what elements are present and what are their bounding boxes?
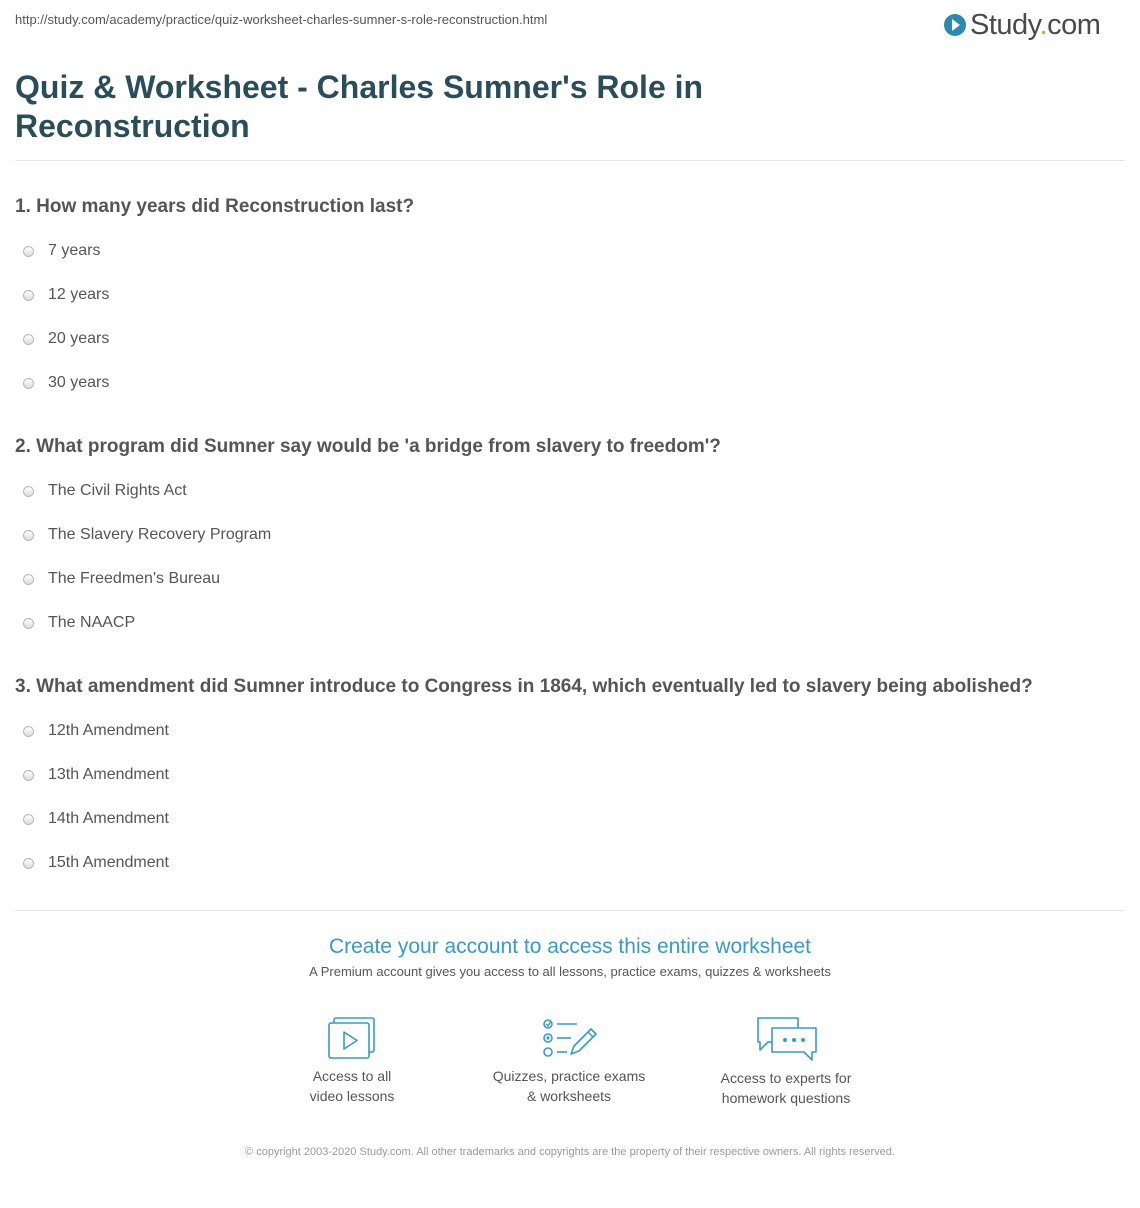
question-3 <box>15 675 1135 885</box>
answer-option[interactable] <box>15 513 1135 557</box>
feature-line: video lessons <box>309 1088 395 1104</box>
question-1 <box>15 195 1135 405</box>
answer-options <box>15 469 1135 645</box>
logo-tld: com <box>1047 8 1101 41</box>
option-label: 14th Amendment <box>48 810 169 827</box>
option-label: The Slavery Recovery Program <box>48 526 272 543</box>
feature-line: homework questions <box>721 1090 851 1106</box>
answer-options <box>15 229 1135 405</box>
copyright: © copyright 2003-2020 Study.com. All other trademarks and copyrights are the property of their respective owners. All rights reserved. <box>245 1146 895 1158</box>
page-url: http://study.com/academy/practice/quiz-worksheet-charles-sumner-s-role-reconstruction.html <box>15 12 548 27</box>
answer-option[interactable] <box>15 841 1135 885</box>
question-text: 2. What program did Sumner say would be 'a bridge from slavery to freedom'? <box>15 436 721 457</box>
play-circle-icon <box>944 14 966 36</box>
radio-button[interactable] <box>23 290 34 301</box>
answer-option[interactable] <box>15 709 1135 753</box>
option-label: 7 years <box>48 242 101 259</box>
option-label: 30 years <box>48 374 110 391</box>
radio-button[interactable] <box>23 770 34 781</box>
answer-option[interactable] <box>15 797 1135 841</box>
feature-line: Quizzes, practice exams <box>492 1068 646 1084</box>
feature-line: Access to experts for <box>720 1070 852 1086</box>
logo-name: Study <box>970 8 1040 41</box>
quiz-checklist-icon <box>541 1016 597 1060</box>
radio-button[interactable] <box>23 530 34 541</box>
questions-divider <box>15 910 1125 911</box>
radio-button[interactable] <box>23 814 34 825</box>
question-text: 3. What amendment did Sumner introduce to Congress in 1864, which eventually led to slavery being abolished? <box>15 676 1033 697</box>
radio-button[interactable] <box>23 574 34 585</box>
cta-link[interactable]: Create your account to access this entire worksheet <box>328 935 812 958</box>
logo-dot: . <box>1039 8 1048 41</box>
answer-option[interactable] <box>15 601 1135 645</box>
feature-line: Access to all <box>312 1068 392 1084</box>
study-logo[interactable] <box>944 8 1100 42</box>
question-2 <box>15 435 1135 645</box>
signup-cta <box>0 934 1140 979</box>
cta-subtitle: A Premium account gives you access to all lessons, practice exams, quizzes & worksheets <box>309 964 831 979</box>
question-text: 1. How many years did Reconstruction last? <box>15 196 415 217</box>
feature-quizzes <box>469 1016 669 1106</box>
answer-option[interactable] <box>15 317 1135 361</box>
radio-button[interactable] <box>23 858 34 869</box>
option-label: 13th Amendment <box>48 766 169 783</box>
option-label: 12 years <box>48 286 110 303</box>
video-lessons-icon <box>326 1016 378 1060</box>
option-label: The NAACP <box>48 614 136 631</box>
answer-option[interactable] <box>15 273 1135 317</box>
option-label: The Civil Rights Act <box>48 482 187 499</box>
option-label: The Freedmen's Bureau <box>48 570 221 587</box>
page-title: Quiz & Worksheet - Charles Sumner's Role in Reconstruction <box>15 69 704 144</box>
answer-option[interactable] <box>15 229 1135 273</box>
answer-options <box>15 709 1135 885</box>
radio-button[interactable] <box>23 486 34 497</box>
option-label: 20 years <box>48 330 110 347</box>
feature-video-lessons <box>252 1016 452 1106</box>
chat-bubbles-icon <box>754 1016 818 1062</box>
radio-button[interactable] <box>23 378 34 389</box>
answer-option[interactable] <box>15 753 1135 797</box>
option-label: 15th Amendment <box>48 854 169 871</box>
radio-button[interactable] <box>23 618 34 629</box>
title-divider <box>15 160 1125 161</box>
option-label: 12th Amendment <box>48 722 169 739</box>
answer-option[interactable] <box>15 469 1135 513</box>
radio-button[interactable] <box>23 726 34 737</box>
feature-experts <box>686 1016 886 1108</box>
radio-button[interactable] <box>23 246 34 257</box>
radio-button[interactable] <box>23 334 34 345</box>
answer-option[interactable] <box>15 557 1135 601</box>
answer-option[interactable] <box>15 361 1135 405</box>
feature-line: & worksheets <box>526 1088 612 1104</box>
